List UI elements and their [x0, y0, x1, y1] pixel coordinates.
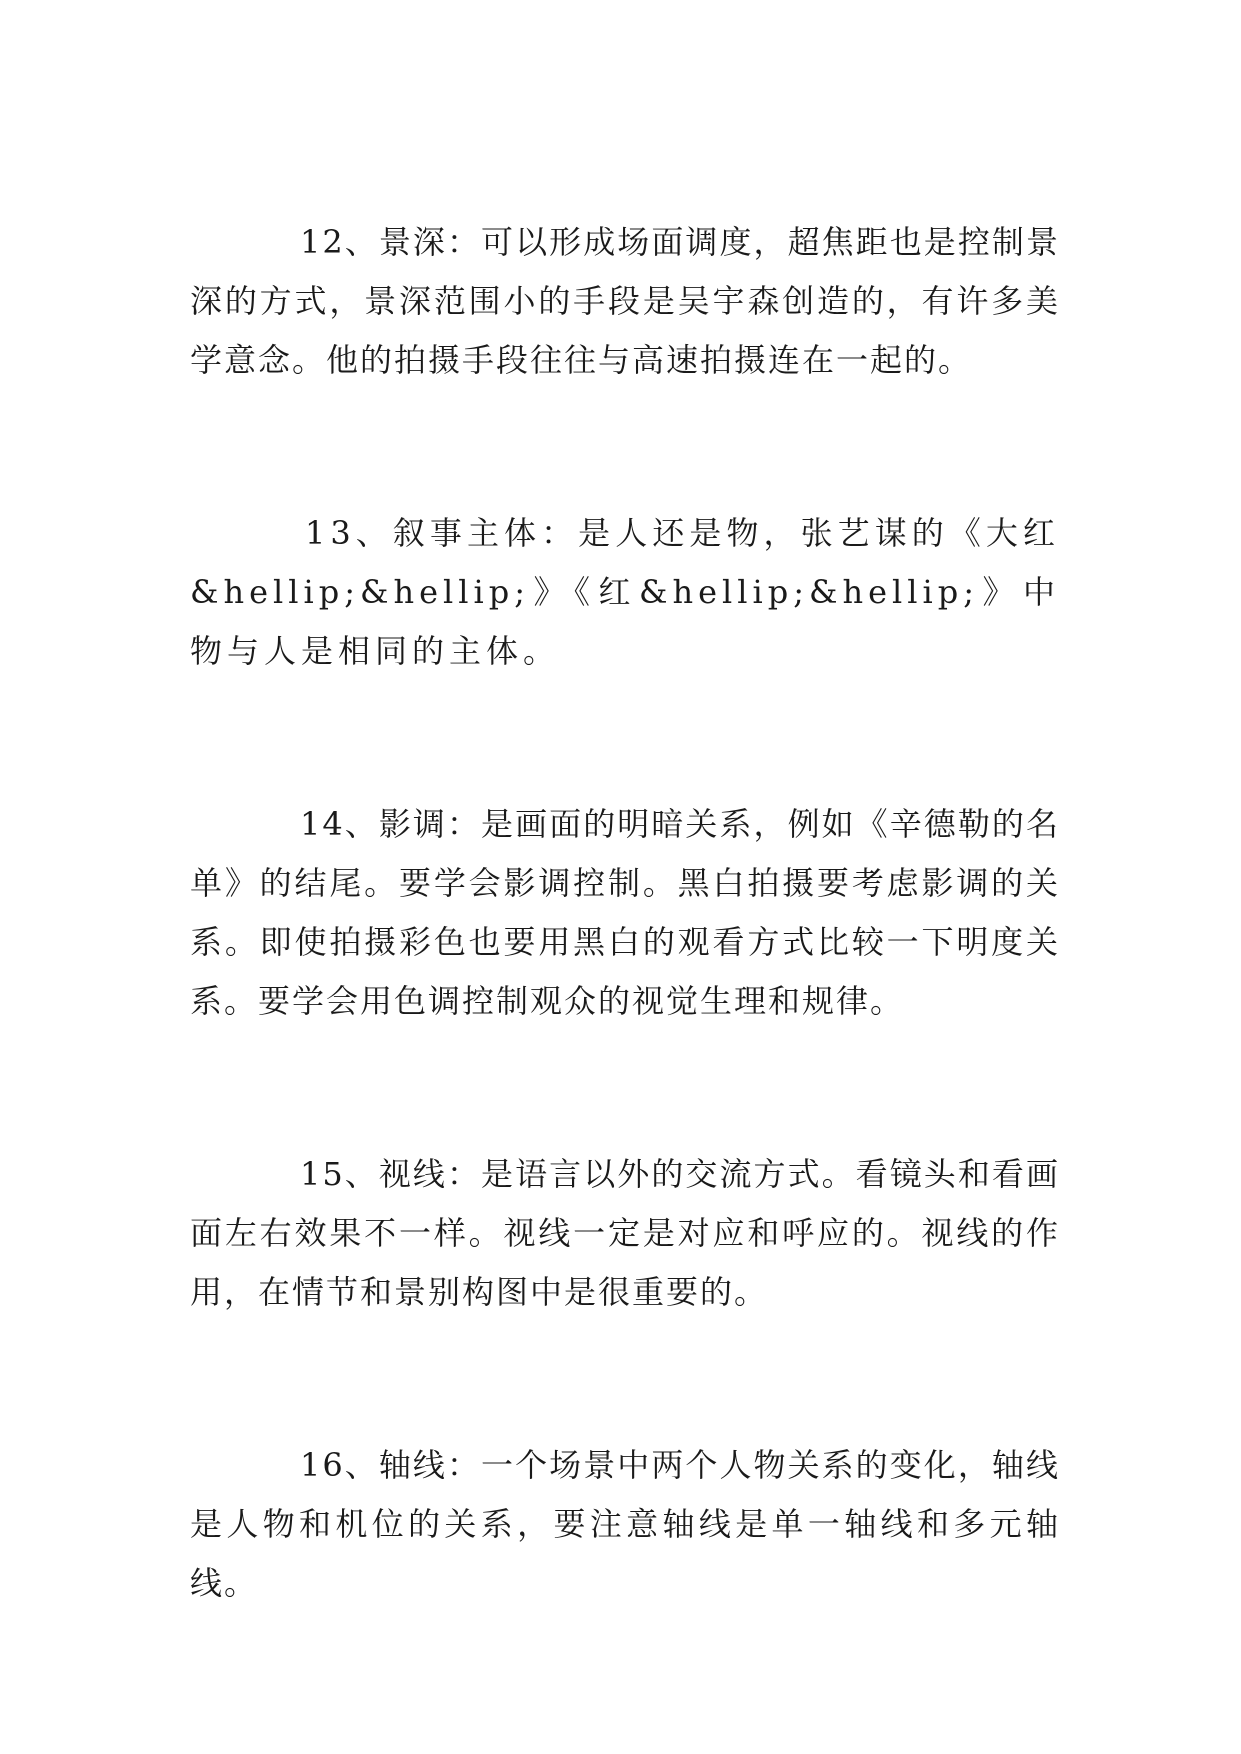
paragraph-15-eyeline: 15、视线：是语言以外的交流方式。看镜头和看画面左右效果不一样。视线一定是对应和呼应的。视线的作用，在情节和景别构图中是很重要的。 [190, 1155, 1060, 1311]
paragraph-12-depth-of-field: 12、景深：可以形成场面调度，超焦距也是控制景深的方式，景深范围小的手段是吴宇森创造的，有许多美学意念。他的拍摄手段往往与高速拍摄连在一起的。 [190, 223, 1060, 379]
paragraph-16-axis-line: 16、轴线：一个场景中两个人物关系的变化，轴线是人物和机位的关系，要注意轴线是单一轴线和多元轴线。 [190, 1446, 1060, 1602]
paragraph-13-narrative-subject: 13、叙事主体：是人还是物，张艺谋的《大红&hellip;&hellip;》《红&hellip;&hellip;》中物与人是相同的主体。 [190, 514, 1060, 670]
paragraph-14-tonality: 14、影调：是画面的明暗关系，例如《辛德勒的名单》的结尾。要学会影调控制。黑白拍摄要考虑影调的关系。即使拍摄彩色也要用黑白的观看方式比较一下明度关系。要学会用色调控制观众的视觉生理和规律。 [190, 805, 1060, 1020]
